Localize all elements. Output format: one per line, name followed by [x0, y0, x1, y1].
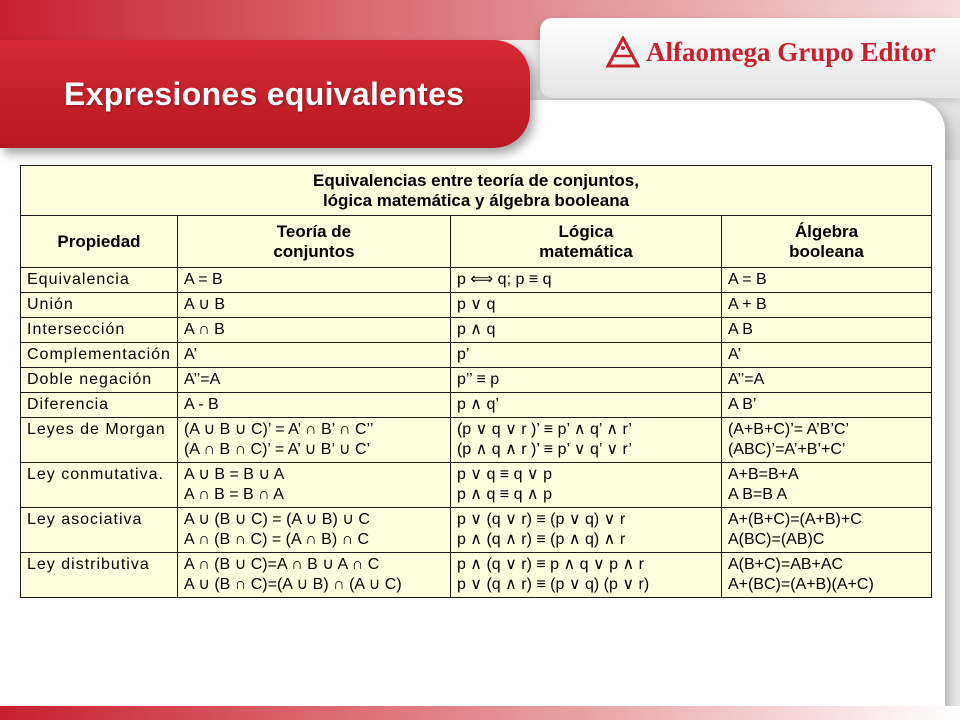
property-cell: Equivalencia [21, 268, 178, 293]
boolean-cell [721, 393, 931, 418]
property-cell: Ley conmutativa. [21, 463, 178, 508]
cell-line: A + B [727, 296, 767, 313]
cell-line: A B [727, 321, 753, 338]
cell-line: p ∧ q [456, 321, 496, 338]
header-propiedad [21, 216, 178, 268]
cell-line: A ∩ (B ∪ C)=A ∩ B ∪ A ∩ C [183, 556, 380, 573]
logic-cell [450, 418, 721, 463]
sets-cell [177, 318, 450, 343]
cell-line: p ∧ (q ∨ r) ≡ p ∧ q ∨ p ∧ r [456, 556, 644, 573]
header-line: conjuntos [273, 241, 355, 261]
header-logica [450, 216, 721, 268]
cell-line: A’’=A [727, 371, 765, 388]
logic-cell [450, 508, 721, 553]
boolean-cell [721, 508, 931, 553]
cell-line: (A ∩ B ∩ C)’ = A’ ∪ B’ ∪ C’ [183, 441, 371, 458]
boolean-cell [721, 293, 931, 318]
boolean-cell [721, 368, 931, 393]
sets-cell [177, 368, 450, 393]
cell-line: A ∩ B = B ∩ A [183, 486, 284, 503]
table-row [21, 343, 932, 368]
boolean-cell [721, 268, 931, 293]
cell-line: A ∪ (B ∩ C)=(A ∪ B) ∩ (A ∪ C) [183, 576, 402, 593]
footer-strip [0, 706, 960, 720]
cell-line: A’ [183, 346, 197, 363]
table-row [21, 463, 932, 508]
sets-cell [177, 508, 450, 553]
cell-line: p ⟺ q; p ≡ q [456, 271, 552, 288]
header-teoria-conjuntos [177, 216, 450, 268]
sets-cell [177, 293, 450, 318]
cell-line: A+(BC)=(A+B)(A+C) [727, 576, 874, 593]
table-row [21, 393, 932, 418]
logic-cell [450, 393, 721, 418]
cell-line: p ∨ (q ∧ r) ≡ (p ∨ q) (p ∨ r) [456, 576, 650, 593]
logic-cell [450, 268, 721, 293]
table-caption [21, 166, 932, 216]
cell-line: A B=B A [727, 486, 788, 503]
boolean-cell [721, 418, 931, 463]
cell-line: A(B+C)=AB+AC [727, 556, 844, 573]
property-cell: Unión [21, 293, 178, 318]
table-body [21, 268, 932, 598]
header-algebra [721, 216, 931, 268]
property-cell: Intersección [21, 318, 178, 343]
header-line: matemática [539, 241, 633, 261]
table-row [21, 553, 932, 598]
alfaomega-logo-icon [606, 36, 640, 68]
boolean-cell [721, 318, 931, 343]
cell-line: p’’ ≡ p [456, 371, 500, 388]
cell-line: (A ∪ B ∪ C)’ = A’ ∩ B’ ∩ C’’ [183, 421, 374, 438]
property-cell: Ley distributiva [21, 553, 178, 598]
boolean-cell [721, 553, 931, 598]
cell-line: A+(B+C)=(A+B)+C [727, 511, 862, 528]
logic-cell [450, 343, 721, 368]
cell-line: A ∩ B [183, 321, 225, 338]
property-cell: Diferencia [21, 393, 178, 418]
sets-cell [177, 463, 450, 508]
sets-cell [177, 393, 450, 418]
logic-cell [450, 293, 721, 318]
cell-line: A ∪ B [183, 296, 226, 313]
table-row [21, 268, 932, 293]
cell-line: A ∩ (B ∩ C) = (A ∩ B) ∩ C [183, 531, 370, 548]
page-title: Expresiones equivalentes [64, 76, 465, 112]
header-line: Propiedad [57, 231, 141, 251]
header-line: Lógica [558, 221, 614, 241]
cell-line: A B’ [727, 396, 757, 413]
cell-line: (p ∧ q ∧ r )’ ≡ p’ ∨ q’ ∨ r’ [456, 441, 632, 458]
table-row [21, 508, 932, 553]
cell-line: p ∧ q ≡ q ∧ p [456, 486, 552, 503]
cell-line: p ∨ (q ∨ r) ≡ (p ∨ q) ∨ r [456, 511, 626, 528]
cell-line: (ABC)’=A’+B’+C’ [727, 441, 846, 458]
logic-cell [450, 463, 721, 508]
cell-line: p ∨ q [456, 296, 496, 313]
boolean-cell [721, 463, 931, 508]
equivalences-table [20, 165, 932, 598]
table-row [21, 293, 932, 318]
boolean-cell [721, 343, 931, 368]
header-line: Teoría de [276, 221, 352, 241]
cell-line: p ∧ (q ∧ r) ≡ (p ∧ q) ∧ r [456, 531, 626, 548]
logic-cell [450, 553, 721, 598]
sets-cell [177, 553, 450, 598]
cell-line: A+B=B+A [727, 466, 799, 483]
cell-line: A ∪ B = B ∪ A [183, 466, 285, 483]
cell-line: A = B [183, 271, 223, 288]
table-row [21, 418, 932, 463]
property-cell: Complementación [21, 343, 178, 368]
cell-line: A’ [727, 346, 741, 363]
property-cell: Doble negación [21, 368, 178, 393]
logic-cell [450, 368, 721, 393]
sets-cell [177, 418, 450, 463]
property-cell: Ley asociativa [21, 508, 178, 553]
caption-line-1: Equivalencias entre teoría de conjuntos, [313, 170, 639, 190]
property-cell: Leyes de Morgan [21, 418, 178, 463]
caption-line-2: lógica matemática y álgebra booleana [322, 190, 630, 210]
cell-line: (A+B+C)’= A’B’C’ [727, 421, 850, 438]
publisher-logo [606, 36, 936, 68]
sets-cell [177, 268, 450, 293]
sets-cell [177, 343, 450, 368]
cell-line: p’ [456, 346, 470, 363]
cell-line: A - B [183, 396, 219, 413]
logo-text: Alfaomega Grupo Editor [646, 36, 936, 67]
table-row [21, 368, 932, 393]
cell-line: A(BC)=(AB)C [727, 531, 825, 548]
logic-cell [450, 318, 721, 343]
table-row [21, 318, 932, 343]
cell-line: (p ∨ q ∨ r )’ ≡ p’ ∧ q’ ∧ r’ [456, 421, 632, 438]
header-line: booleana [789, 241, 864, 261]
header-line: Álgebra [794, 221, 859, 241]
column-headers [21, 216, 932, 268]
cell-line: A’’=A [183, 371, 221, 388]
cell-line: p ∨ q ≡ q ∨ p [456, 466, 552, 483]
cell-line: A = B [727, 271, 767, 288]
cell-line: A ∪ (B ∪ C) = (A ∪ B) ∪ C [183, 511, 370, 528]
cell-line: p ∧ q’ [456, 396, 499, 413]
